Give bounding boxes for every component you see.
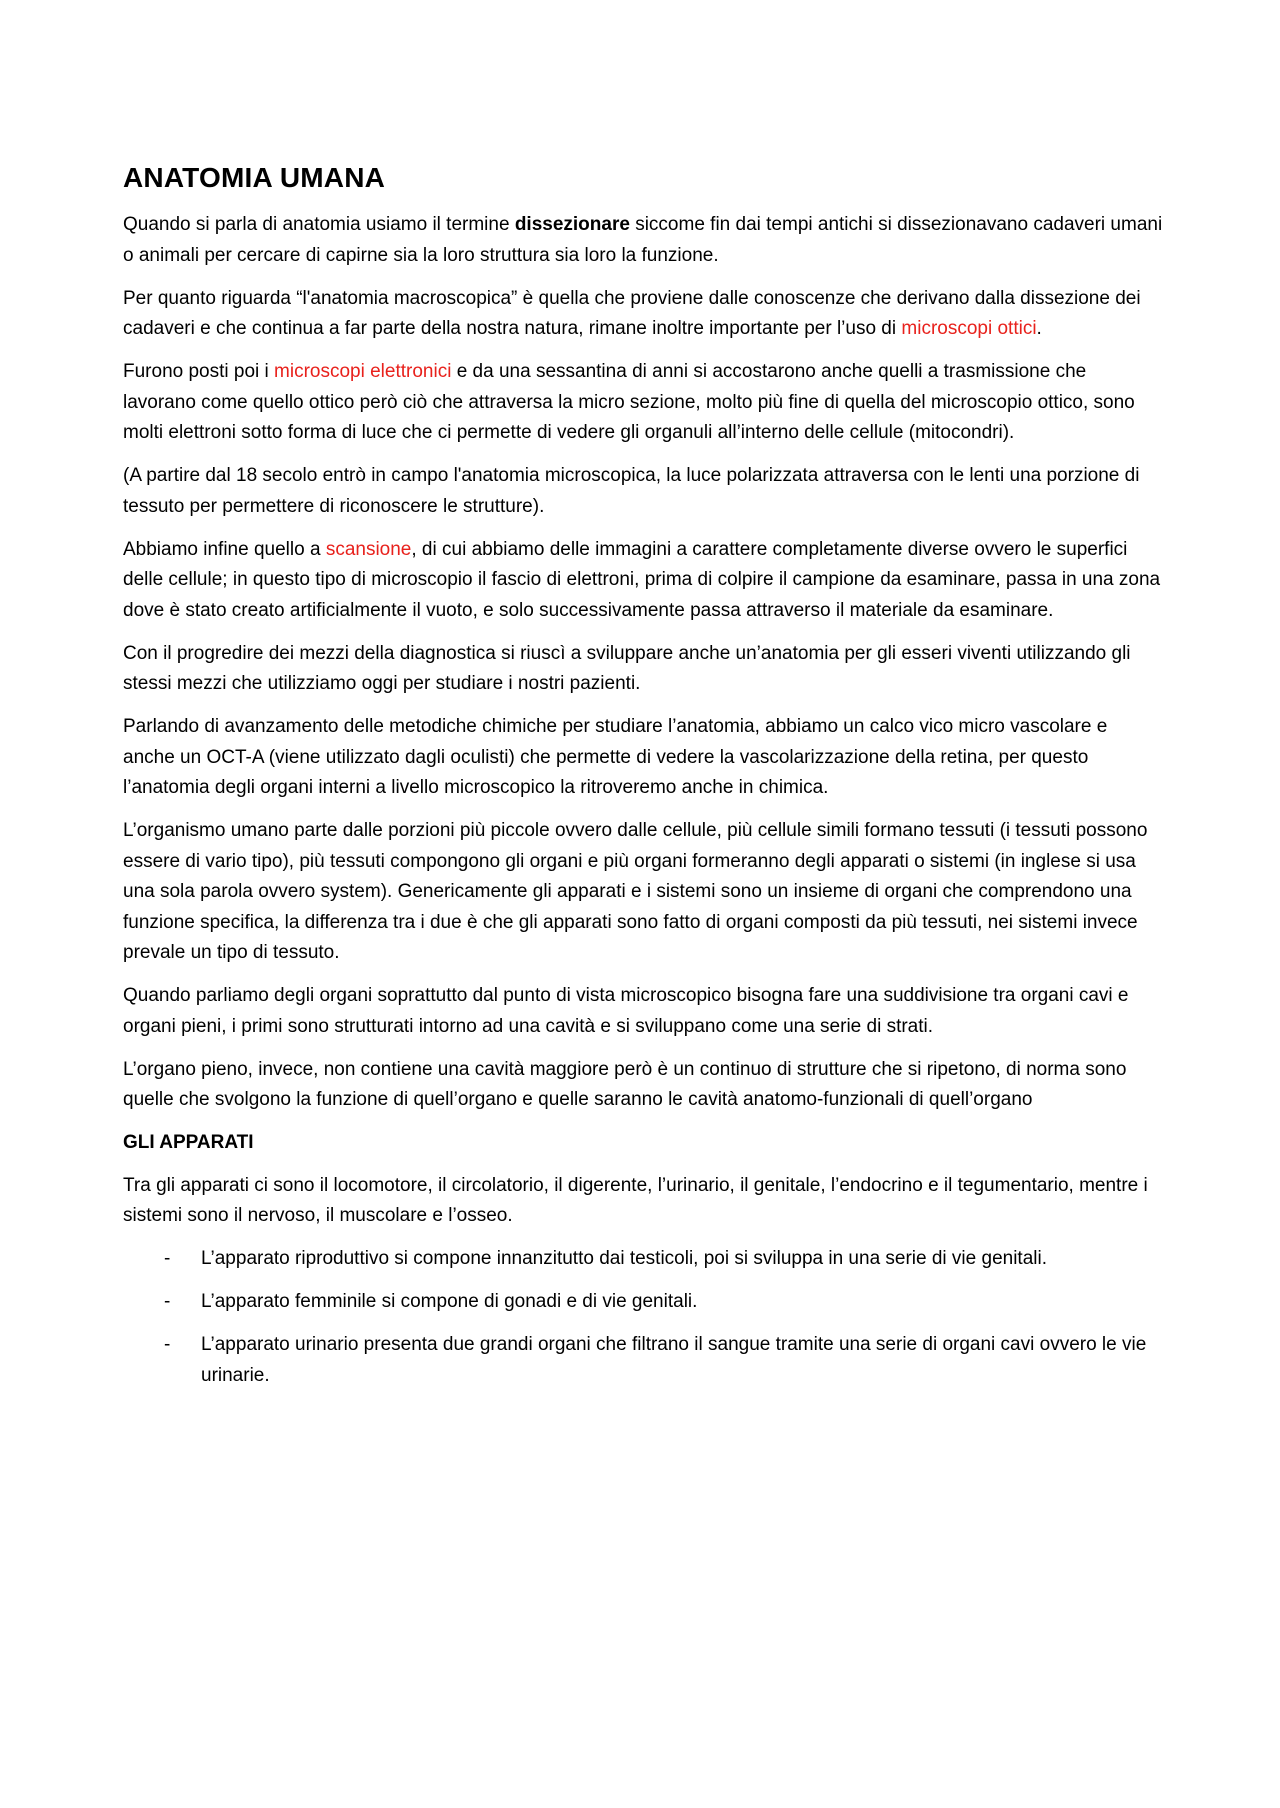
list-item: - L’apparato riproduttivo si compone innanzitutto dai testicoli, poi si sviluppa in una serie di vie genitali. (123, 1244, 1163, 1275)
highlight-scansione: scansione (325, 538, 412, 560)
dash-bullet-icon: - (164, 1248, 171, 1269)
highlight-microscopi-ottici: microscopi ottici (901, 318, 1037, 339)
highlight-microscopi-elettronici: microscopi elettronici (274, 361, 452, 382)
paragraph-3: Furono posti poi i microscopi elettronici e da una sessantina di anni si accostarono anche quelli a trasmissione che lavorano come quello ottico però ciò che attraversa la micro sezione, molto più fine di quella del microscopio ottico, sono molti elettroni sotto forma di luce che ci permette di vedere gli organuli all’interno delle cellule (mitocondri). (123, 361, 1135, 443)
paragraph-9: Quando parliamo degli organi soprattutto dal punto di vista microscopico bisogna fare una suddivisione tra organi cavi e organi pieni, i primi sono strutturati intorno ad una cavità e si sviluppano come una serie di strati. (123, 985, 1129, 1037)
paragraph-8: L’organismo umano parte dalle porzioni più piccole ovvero dalle cellule, più cellule simili formano tessuti (i tessuti possono essere di vario tipo), più tessuti compongono gli organi e più organi formeranno degli apparati o sistemi (in inglese si usa una sola parola ovvero system). Genericamente gli apparati e i sistemi sono un insieme di organi che comprendono una funzione specifica, la differenza tra i due è che gli apparati sono fatto di organi composti da più tessuti, nei sistemi invece prevale un tipo di tessuto. (123, 820, 1148, 963)
bullet-list (123, 1244, 1163, 1391)
list-item: - L’apparato urinario presenta due grandi organi che filtrano il sangue tramite una serie di organi cavi ovvero le vie urinarie. (123, 1330, 1163, 1391)
paragraph-7: Parlando di avanzamento delle metodiche chimiche per studiare l’anatomia, abbiamo un calco vico micro vascolare e anche un OCT-A (viene utilizzato dagli oculisti) che permette di vedere la vascolarizzazione della retina, per questo l’anatomia degli organi interni a livello microscopico la ritroveremo anche in chimica. (123, 716, 1108, 798)
section-heading: GLI APPARATI (123, 1132, 254, 1153)
page-title: ANATOMIA UMANA (123, 162, 386, 193)
bold-term: dissezionare (514, 214, 630, 235)
paragraph-5: Abbiamo infine quello a scansione, di cui abbiamo delle immagini a carattere completamente diverse ovvero le superfici delle cellule; in questo tipo di microscopio il fascio di elettroni, prima di colpire il campione da esaminare, passa in una zona dove è stato creato artificialmente il vuoto, e solo successivamente passa attraverso il materiale da esaminare. (123, 538, 1161, 621)
document-body (123, 160, 1163, 1404)
paragraph-2: Per quanto riguarda “l'anatomia macroscopica” è quella che proviene dalle conoscenze che derivano dalla dissezione dei cadaveri e che continua a far parte della nostra natura, rimane inoltre importante per l’uso di microscopi ottici. (123, 287, 1141, 339)
paragraph-6: Con il progredire dei mezzi della diagnostica si riuscì a sviluppare anche un’anatomia per gli esseri viventi utilizzando gli stessi mezzi che utilizziamo oggi per studiare i nostri pazienti. (123, 642, 1131, 694)
paragraph-4: (A partire dal 18 secolo entrò in campo l'anatomia microscopica, la luce polarizzata attraversa con le lenti una porzione di tessuto per permettere di riconoscere le strutture). (123, 465, 1140, 517)
paragraph-10: L’organo pieno, invece, non contiene una cavità maggiore però è un continuo di strutture che si ripetono, di norma sono quelle che svolgono la funzione di quell’organo e quelle saranno le cavità anatomo-funzionali di quell’organo (123, 1058, 1127, 1110)
list-item: - L’apparato femminile si compone di gonadi e di vie genitali. (123, 1287, 1163, 1318)
dash-bullet-icon: - (164, 1291, 171, 1312)
dash-bullet-icon: - (164, 1334, 171, 1355)
paragraph-11: Tra gli apparati ci sono il locomotore, il circolatorio, il digerente, l’urinario, il genitale, l’endocrino e il tegumentario, mentre i sistemi sono il nervoso, il muscolare e l’osseo. (123, 1174, 1148, 1226)
paragraph-1: Quando si parla di anatomia usiamo il termine dissezionare siccome fin dai tempi antichi si dissezionavano cadaveri umani o animali per cercare di capirne sia la loro struttura sia loro la funzione. (123, 214, 1163, 266)
